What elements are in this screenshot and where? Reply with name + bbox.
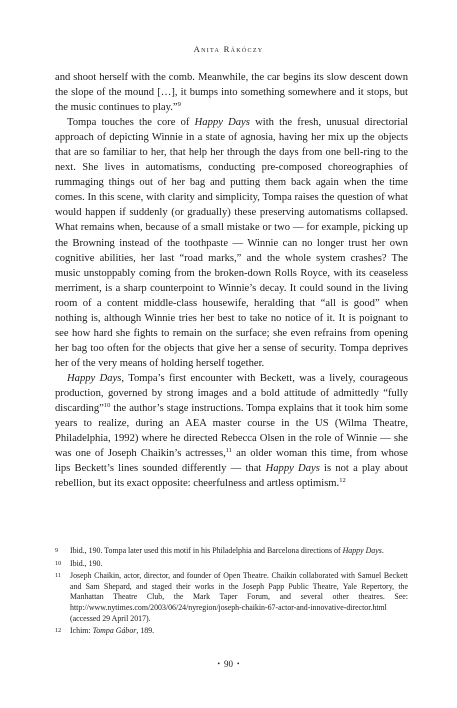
body-paragraph xyxy=(55,70,408,115)
footnote xyxy=(55,546,408,557)
body-paragraph xyxy=(55,115,408,371)
text-run: an older woman this time, from whose lips Beckett’s lines sounded differently — that xyxy=(55,448,409,475)
footnote-ref: 12 xyxy=(339,477,346,485)
page-folio xyxy=(0,659,457,669)
text-run: with the fresh, unusual directorial approach of depicting Winnie in a state of agnosia, having her mix up the objects that are so familiar to her, that help her through the days from one bell-ring to the next. She lives in automatisms, conducting pre-composed choreographies of rummaging things out of her bag and putting them back again when the time comes. In this scene, with clarity and simplicity, Tompa raises the question of what would happen if suddenly (or gradually) these preserving automatisms collapsed. What remains when, because of a small mistake or two — for example, picking up the Browning instead of the toothpaste — Winnie can no longer trust her own cognitive abilities, her last “road marks,” and the whole system crashes? The music unstoppably coming from the broken-down Rolls Royce, with its ceaseless merriment, is a sharp counterpoint to Winnie’s decay. It could sound in the living room of a content middle-class housewife, heralding that “all is good” when nothing is, although Winnie tries her best to take no notice of it. It is poignant to see how hard she fights to remain on the surface; she even refrains from opening her bag too often for the objects that give her a sense of security. Tompa deprives her of the very means of holding herself together. xyxy=(55,117,409,369)
footnote-number: 11 xyxy=(55,572,61,580)
footnote xyxy=(55,559,408,570)
footnotes xyxy=(55,546,408,639)
footnote-number: 12 xyxy=(55,627,62,635)
text-run: , 189. xyxy=(136,626,155,636)
footnote-ref: 10 xyxy=(103,402,111,410)
text-run: Ibid., 190. xyxy=(70,558,103,568)
footnote-ref: 11 xyxy=(225,447,233,455)
text-run: the author’s stage instructions. Tompa explains that it took him some years to realize, during an AEA master course in the US (Wilma Theatre, Philadelphia, 1992) where he directed Rebecca Olsen in the role of Winnie — she was one of Joseph Chaikin’s actresses, xyxy=(55,403,408,460)
italic-text: Happy Days xyxy=(265,463,320,475)
folio-bullet-left: • xyxy=(217,660,220,668)
body-text xyxy=(55,70,408,491)
italic-text: Happy Days xyxy=(342,546,382,555)
running-head: Anita Rákóczy xyxy=(193,44,264,54)
text-run: Ibid., 190. Tompa later used this motif in his Philadelphia and Barcelona directions of xyxy=(70,546,343,555)
footnote-text xyxy=(70,546,384,555)
footnote-number: 9 xyxy=(55,547,59,554)
footnote xyxy=(55,571,408,624)
footnote-text xyxy=(70,559,102,568)
footnote-text xyxy=(70,626,154,635)
footnote xyxy=(55,626,408,637)
text-run: Tompa touches the core of xyxy=(67,117,195,129)
text-run: , Tompa’s first encounter with Beckett, was a lively, courageous production, governed by strong images and a bold attitude of admittedly “fully discarding” xyxy=(55,372,408,415)
italic-text: Tompa Gábor xyxy=(92,626,137,636)
text-run: Ichim: xyxy=(70,626,93,636)
folio-bullet-right: • xyxy=(237,660,240,668)
body-paragraph xyxy=(55,371,408,491)
footnote-ref: 9 xyxy=(177,101,181,109)
text-run: . xyxy=(381,546,384,555)
text-run: Joseph Chaikin, actor, director, and founder of Open Theatre. Chaikin collaborated with Samuel Beckett and Sam Shepard, and staged their works in the Joseph Papp Public Theatre, Yale Repertory, the Manhattan Theatre Club, the Mark Taper Forum, and several other theatres. See: http://www.nytimes.com/2003/06/24/nyregion/joseph-chaikin-67-actor-and-innovative-director.html (accessed 29 April 2017). xyxy=(70,571,408,623)
italic-text: Happy Days xyxy=(67,372,122,384)
footnote-number: 10 xyxy=(55,559,62,567)
text-run: and shoot herself with the comb. Meanwhile, the car begins its slow descent down the slope of the mound […], it bumps into something somewhere and it stops, but the music continues to play.” xyxy=(55,72,408,114)
italic-text: Happy Days xyxy=(194,117,250,129)
footnote-text xyxy=(70,571,408,622)
page-number: 90 xyxy=(224,659,233,669)
text-run: is not a play about rebellion, but its exact opposite: cheerfulness and artless optimism. xyxy=(55,463,408,490)
